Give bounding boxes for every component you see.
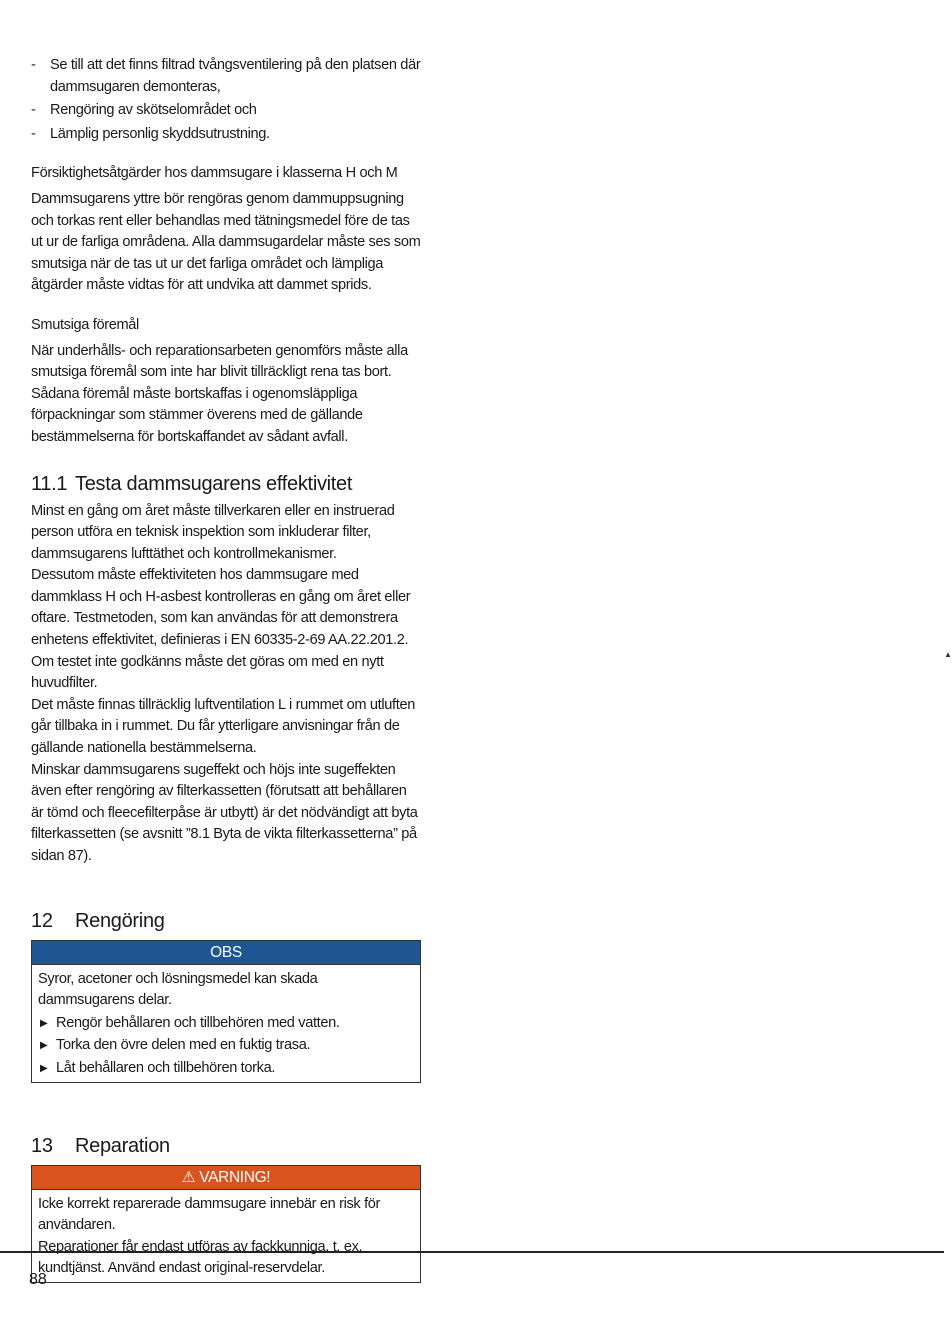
section-11-1-paragraph: Minst en gång om året måste tillverkaren eller en instruerad person utföra en teknisk inspektion som inkluderar filter, dammsugarens lufttäthet och kontrollmekanismer.	[31, 502, 395, 562]
section-11-1-heading	[31, 471, 421, 497]
warning-box	[31, 1165, 421, 1283]
list-item: - Se till att det finns filtrad tvångsventilering på den platsen där dammsugaren demonteras,	[31, 57, 421, 95]
section-11-1-paragraph: Det måste finnas tillräcklig luftventilation L i rummet om utluften går tillbaka in i rummet. Du får ytterligare anvisningar från de gällande nationella bestämmelserna.	[31, 696, 415, 757]
list-item: - Lämplig personlig skyddsutrustning.	[31, 125, 270, 142]
notice-text: Syror, acetoner och lösningsmedel kan skada dammsugarens delar.	[38, 970, 318, 1009]
section-11-1-paragraph: Dessutom måste effektiviteten hos dammsugare med dammklass H och H-asbest kontrolleras en gång om året eller oftare. Testmetoden, som kan användas för att demonstrera enhetens effektivitet, definieras i EN 60335-2-69 AA.22.201.2. Om testet inte godkänns måste det göras om med en nytt huvudfilter.	[31, 567, 411, 692]
section-number: 13	[31, 1134, 53, 1157]
section-12-heading	[31, 908, 421, 934]
margin-mark: ▲	[944, 650, 952, 659]
notice-label: OBS	[32, 941, 420, 965]
warning-text: Reparationer får endast utföras av fackkunniga, t. ex. kundtjänst. Använd endast original-reservdelar.	[38, 1238, 363, 1277]
warning-text: Icke korrekt reparerade dammsugare innebär en risk för användaren.	[38, 1195, 381, 1234]
precautions-text: Dammsugarens yttre bör rengöras genom dammuppsugning och torkas rent eller behandlas med tätningsmedel före de tas ut ur de farliga områdena. Alla dammsugardelar måste ses som smutsiga när de tas ut ur det farliga området och lämpliga åtgärder måste vidtas för att undvika att dammet sprids.	[31, 190, 421, 294]
section-11-1-paragraph: Minskar dammsugarens sugeffekt och höjs inte sugeffekten även efter rengöring av filterkassetten (förutsatt att behållaren är tömd och fleecefilterpåse är utbytt) är det nödvändigt att byta filterkassetten (se avsnitt ”8.1 Byta de vikta filterkassetterna” på sidan 87).	[31, 761, 418, 864]
page-number: 88	[29, 1271, 47, 1288]
precautions-heading: Försiktighetsåtgärder hos dammsugare i klasserna H och M	[31, 165, 398, 182]
warning-header	[32, 1166, 420, 1190]
list-item: ▶ Rengör behållaren och tillbehören med vatten.	[38, 1013, 414, 1035]
dirty-items-heading: Smutsiga föremål	[31, 316, 139, 333]
warning-label: VARNING!	[199, 1168, 271, 1186]
section-title: Reparation	[75, 1134, 170, 1157]
notice-box	[31, 940, 421, 1083]
list-item: ▶ Torka den övre delen med en fuktig trasa.	[38, 1035, 414, 1057]
list-item: - Rengöring av skötselområdet och	[31, 102, 257, 119]
section-title: Testa dammsugarens effektivitet	[75, 472, 353, 495]
dirty-items-text: När underhålls- och reparationsarbeten genomförs måste alla smutsiga föremål som inte har blivit tillräckligt rena tas bort. Sådana föremål måste bortskaffas i ogenomsläppliga förpackningar som stämmer överens med de gällande bestämmelserna för bortskaffandet av sådant avfall.	[31, 342, 408, 445]
list-item: ▶ Låt behållaren och tillbehören torka.	[38, 1058, 414, 1080]
warning-body	[32, 1190, 420, 1282]
section-title: Rengöring	[75, 909, 165, 932]
play-arrow-icon: ▶	[40, 1040, 48, 1052]
footer-rule	[0, 1251, 944, 1253]
play-arrow-icon: ▶	[40, 1017, 48, 1029]
play-arrow-icon: ▶	[40, 1062, 48, 1074]
intro-bullet-list	[31, 55, 421, 145]
warning-triangle-icon: ⚠	[181, 1168, 196, 1186]
section-number: 12	[31, 909, 53, 932]
main-column	[31, 55, 421, 1283]
notice-body	[32, 965, 420, 1082]
section-number: 11.1	[31, 472, 68, 495]
section-13-heading	[31, 1133, 421, 1159]
